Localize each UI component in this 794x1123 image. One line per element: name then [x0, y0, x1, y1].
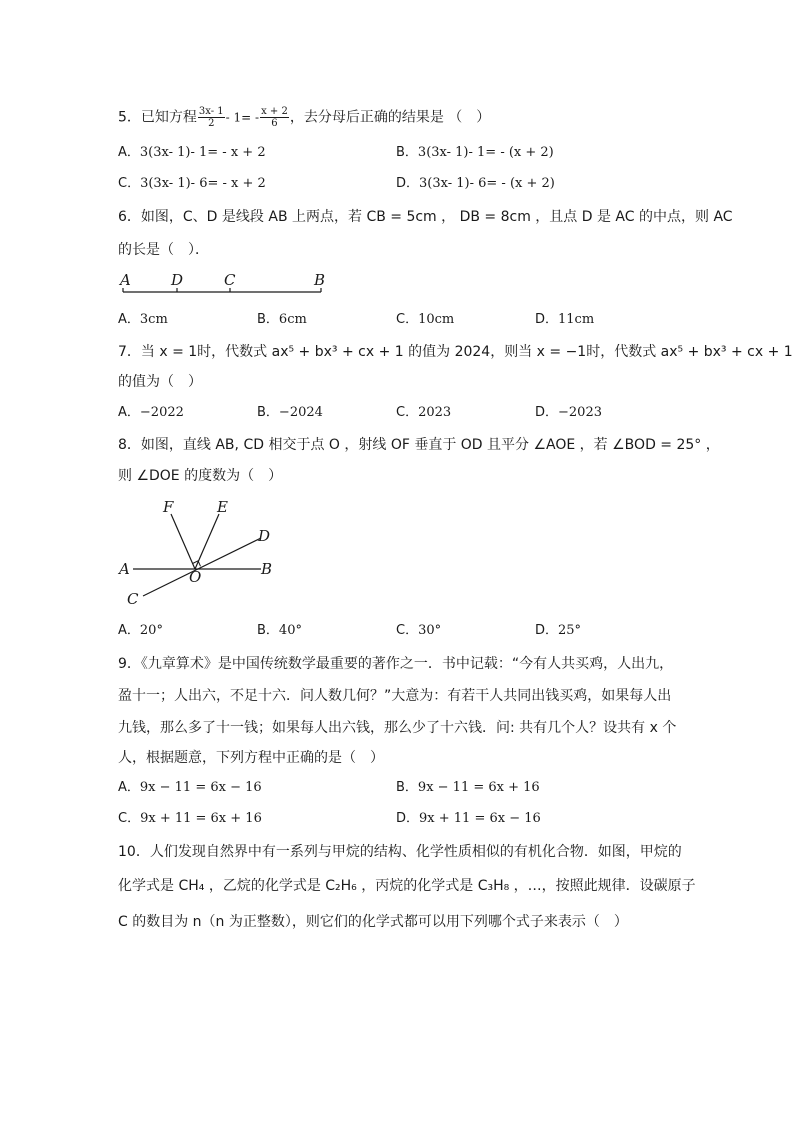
q7-option-a: A．−2022: [118, 405, 184, 420]
q6-option-c: C．10cm: [396, 312, 455, 327]
question-10-line-2: 化学式是 CH₄ ，乙烷的化学式是 C₂H₆ ，丙烷的化学式是 C₃H₈ ，…，按照此规律．设碳原子: [118, 878, 696, 894]
q6-segment-figure: [118, 268, 338, 298]
q7-option-c: C．2023: [396, 405, 452, 420]
question-6-line-1: 6．如图，C、D 是线段 AB 上两点，若 CB = 5cm ， DB = 8cm ，且点 D 是 AC 的中点，则 AC: [118, 209, 733, 225]
q6-option-b: B．6cm: [257, 312, 307, 327]
question-9-line-3: 九钱，那么多了十一钱；如果每人出六钱，那么少了十六钱．问: 共有几个人？设共有 x 个: [118, 720, 677, 736]
q5-frac1-numerator: 3x- 1: [198, 106, 224, 117]
q5-frac1-denominator: 2: [208, 118, 215, 129]
q8-option-c: C．30°: [396, 623, 442, 638]
q8-option-a: A．20°: [118, 623, 163, 638]
point-d-label: D: [171, 271, 184, 289]
point-f-label: F: [163, 498, 174, 516]
q7-option-b: B．−2024: [257, 405, 323, 420]
question-9-line-4: 人，根据题意，下列方程中正确的是（ ）: [118, 750, 384, 766]
ray-of: [171, 514, 195, 569]
q8-angle-figure: [115, 498, 285, 608]
point-a-label-q8: A: [119, 560, 130, 578]
q9-option-c: C．9x + 11 = 6x + 16: [118, 811, 262, 826]
q5-option-c: C．3(3x- 1)- 6= - x + 2: [118, 176, 266, 191]
question-9-line-2: 盈十一；人出六，不足十六．问人数几何？”大意为：有若干人共同出钱买鸡，如果每人出: [118, 688, 672, 704]
q5-fraction-right: [260, 106, 289, 129]
q5-text-a: 5．已知方程: [118, 109, 197, 126]
question-8-line-1: 8．如图，直线 AB, CD 相交于点 O ，射线 OF 垂直于 OD 且平分 ∠AOE ，若 ∠BOD = 25° ，: [118, 437, 720, 453]
q5-mid: - 1= -: [225, 110, 260, 125]
q8-option-d: D．25°: [535, 623, 582, 638]
point-c-label-q8: C: [127, 590, 139, 608]
question-6-line-2: 的长是（ ）．: [118, 242, 209, 258]
q7-option-d: D．−2023: [535, 405, 602, 420]
point-c-label: C: [224, 271, 236, 289]
point-b-label: B: [314, 271, 326, 289]
point-a-label: A: [120, 271, 131, 289]
q9-option-b: B．9x − 11 = 6x + 16: [396, 780, 540, 795]
question-7-line-1: 7．当 x = 1时，代数式 ax⁵ + bx³ + cx + 1 的值为 2024，则当 x = −1时，代数式 ax⁵ + bx³ + cx + 1: [118, 344, 793, 360]
q8-option-b: B．40°: [257, 623, 302, 638]
point-e-label: E: [217, 498, 228, 516]
q5-fraction-left: [198, 106, 225, 129]
q5-option-d: D．3(3x- 1)- 6= - (x + 2): [396, 176, 555, 191]
question-9-line-1: 9．《九章算术》是中国传统数学最重要的著作之一．书中记载：“今有人共买鸡，人出九，: [118, 656, 674, 672]
question-8-line-2: 则 ∠DOE 的度数为（ ）: [118, 468, 283, 484]
question-10-line-3: C 的数目为 n（n 为正整数），则它们的化学式都可以用下列哪个式子来表示（ ）: [118, 914, 628, 930]
q5-text-b: ，去分母后正确的结果是 （ ）: [289, 109, 491, 126]
point-o-label: O: [189, 568, 202, 586]
q6-option-a: A．3cm: [118, 312, 168, 327]
q9-option-a: A．9x − 11 = 6x − 16: [118, 780, 262, 795]
point-d-label-q8: D: [258, 527, 271, 545]
q5-frac2-numerator: x + 2: [261, 106, 288, 117]
question-10-line-1: 10．人们发现自然界中有一系列与甲烷的结构、化学性质相似的有机化合物．如图，甲烷的: [118, 844, 682, 860]
q9-option-d: D．9x + 11 = 6x − 16: [396, 811, 541, 826]
q6-option-d: D．11cm: [535, 312, 595, 327]
question-5-stem: [118, 106, 490, 129]
question-7-line-2: 的值为（ ）: [118, 374, 202, 390]
q5-option-a: A．3(3x- 1)- 1= - x + 2: [118, 145, 266, 160]
point-b-label-q8: B: [261, 560, 273, 578]
q5-option-b: B．3(3x- 1)- 1= - (x + 2): [396, 145, 554, 160]
q5-frac2-denominator: 6: [271, 118, 278, 129]
line-cd: [143, 538, 261, 596]
